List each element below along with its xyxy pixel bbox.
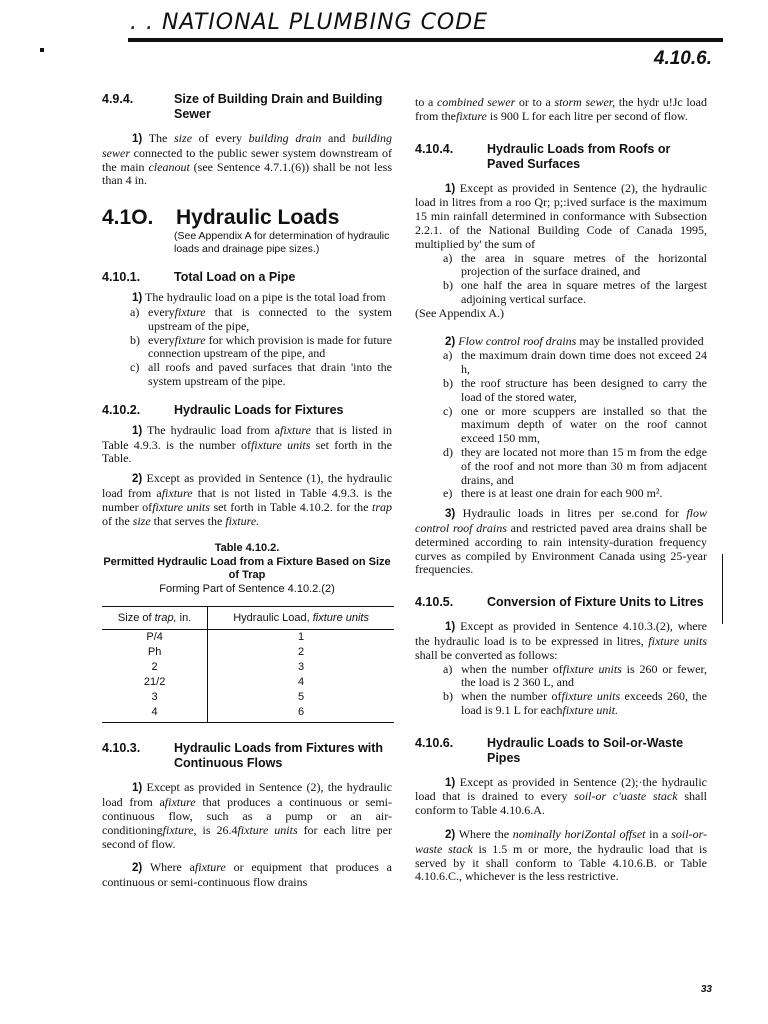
- margin-mark: [40, 48, 44, 52]
- para-continuation: to a combined sewer or to a storm sewer, the hydr u!Jc load from thefixture is 900 L for each litre per second of flow.: [415, 95, 707, 123]
- table-row: 4 6: [102, 705, 394, 723]
- table-row: Ph 2: [102, 645, 394, 660]
- para-4-10-3-2: 2) Where afixture or equipment that produces a continuous or semi-continuous flow drains: [102, 860, 392, 890]
- para-4-10-2-1: 1) The hydraulic load from afixture that is listed in Table 4.9.3. is the number offixture units set forth in the Table.: [102, 422, 393, 466]
- page-number: 33: [700, 984, 712, 995]
- page-section-ref: 4.10.6.: [653, 48, 712, 69]
- header-rule: [128, 38, 723, 42]
- list-item: b) everyfixture for which provision is made for future connection upstream of the pipe, and: [130, 332, 392, 361]
- para-4-10-6-2: 2) Where the nominally horiZontal offset in a soil-or-waste stack is 1.5 m or more, the hydraulic load that is served by it shall conform to Table 4.10.6.B. or Table 4.10.6.C., whichever is the less restrictive.: [415, 827, 708, 884]
- list-item: a) the maximum drain down time does not exceed 24 h,: [443, 348, 707, 377]
- list-item: c) all roofs and paved surfaces that drain 'into the system upstream of the pipe.: [130, 360, 392, 388]
- list-item: e) there is at least one drain for each 900 m².: [443, 486, 663, 501]
- para-4-9-4-1: 1) The size of every building drain and building sewer connected to the public sewer system downstream of the main cleanout (see Sentence 4.7.1.(6)) shall be not less than 4 in.: [102, 131, 392, 188]
- list-item: b) the roof structure has been designed to carry the load of the stored water,: [443, 375, 707, 404]
- heading-4-10-2: 4.10.2. Hydraulic Loads for Fixtures: [102, 402, 344, 417]
- section-note: (See Appendix A for determination of hydraulic loads and drainage pipe sizes.): [174, 230, 390, 256]
- heading-4-9-4: 4.9.4. Size of Building Drain and Building Sewer: [102, 92, 383, 121]
- heading-4-10: 4.1O. Hydraulic Loads: [102, 206, 340, 230]
- para-4-10-3-1: 1) Except as provided in Sentence (2), the hydraulic load from afixture that produces a continuous or semi-continuous flow, such as a pump or an air-conditioningfixture, is 26.4fixture units for each litre per second of flow.: [102, 780, 393, 851]
- running-header: . . NATIONAL PLUMBING CODE: [130, 10, 489, 35]
- list-item: c) one or more scuppers are installed so that the maximum depth of water on the roof cannot exceed 150 mm,: [443, 403, 707, 446]
- table-row: P/4 1: [102, 630, 394, 646]
- heading-4-10-3: 4.10.3. Hydraulic Loads from Fixtures with Continuous Flows: [102, 741, 384, 771]
- heading-4-10-6: 4.10.6. Hydraulic Loads to Soil-or-Waste Pipes: [415, 735, 684, 765]
- list-item: a) the area in square metres of the horizontal projection of the surface drained, and: [443, 250, 707, 279]
- para-4-10-4-1: 1) Except as provided in Sentence (2), the hydraulic load in litres from a roo Qr; p;:ived surface is the maximum 15 min rainfall determined in conformance with Subsection 2.2.1. of the National Building Code of Canada 1995, multiplied by' the sum of: [415, 180, 707, 251]
- para-4-10-4-3: 3) Hydraulic loads in litres per se.cond for flow control roof drains and restricted paved area drains shall be determined according to rain intensity-duration frequency curves as compiled by Environment Canada using 25-year frequencies.: [415, 506, 708, 577]
- para-4-10-1-1: 1) The hydraulic load on a pipe is the total load from: [132, 290, 386, 305]
- para-4-10-4-2: 2) Flow control roof drains may be installed provided: [445, 333, 704, 348]
- table-row: 21/2 4: [102, 675, 394, 690]
- list-item: b) one half the area in square metres of the largest adjoining vertical surface.: [443, 278, 707, 306]
- para-4-10-6-1: 1) Except as provided in Sentence (2);·the hydraulic load that is drained to every soil-or c'uaste stack shall conform to Table 4.10.6.A.: [415, 774, 708, 818]
- list-item: d) they are located not more than 15 m from the edge of the roof and not more than 30 m from adjacent drains, and: [443, 444, 707, 487]
- table-row: 3 5: [102, 690, 394, 705]
- para-4-10-2-2: 2) Except as provided in Sentence (1), the hydraulic load from afixture that is not listed in Table 4.9.3. is the number offixture units set forth in Table 4.10.2. for the trap of the size that serves the fixture.: [102, 471, 393, 528]
- para-4-10-5-1: 1) Except as provided in Sentence 4.10.3.(2), where the hydraulic load is to be expressed in litres, fixture units shall be converted as follows:: [415, 619, 708, 662]
- table-header: Size of trap, in.: [102, 607, 208, 630]
- right-column: [415, 96, 707, 884]
- table-header: Hydraulic Load, fixture units: [208, 607, 394, 630]
- table-row: 2 3: [102, 660, 394, 675]
- list-item: b) when the number offixture units exceeds 260, the load is 9.1 L for eachfixture unit.: [443, 689, 708, 717]
- list-item: a) when the number offixture units is 260 or fewer, the load is 2 360 L, and: [443, 661, 707, 690]
- heading-4-10-5: 4.10.5. Conversion of Fixture Units to Litres: [415, 595, 704, 610]
- appendix-ref: (See Appendix A.): [415, 305, 504, 320]
- heading-4-10-1: 4.10.1. Total Load on a Pipe: [102, 270, 296, 285]
- heading-4-10-4: 4.10.4. Hydraulic Loads from Roofs or Paved Surfaces: [415, 141, 671, 171]
- table-caption: Table 4.10.2. Permitted Hydraulic Load from a Fixture Based on Size of Trap Forming Part of Sentence 4.10.2.(2): [103, 542, 391, 595]
- trap-load-table: [102, 606, 394, 723]
- revision-bar: [722, 554, 723, 624]
- left-column: [102, 92, 392, 890]
- list-item: a) everyfixture that is connected to the system upstream of the pipe,: [130, 304, 392, 333]
